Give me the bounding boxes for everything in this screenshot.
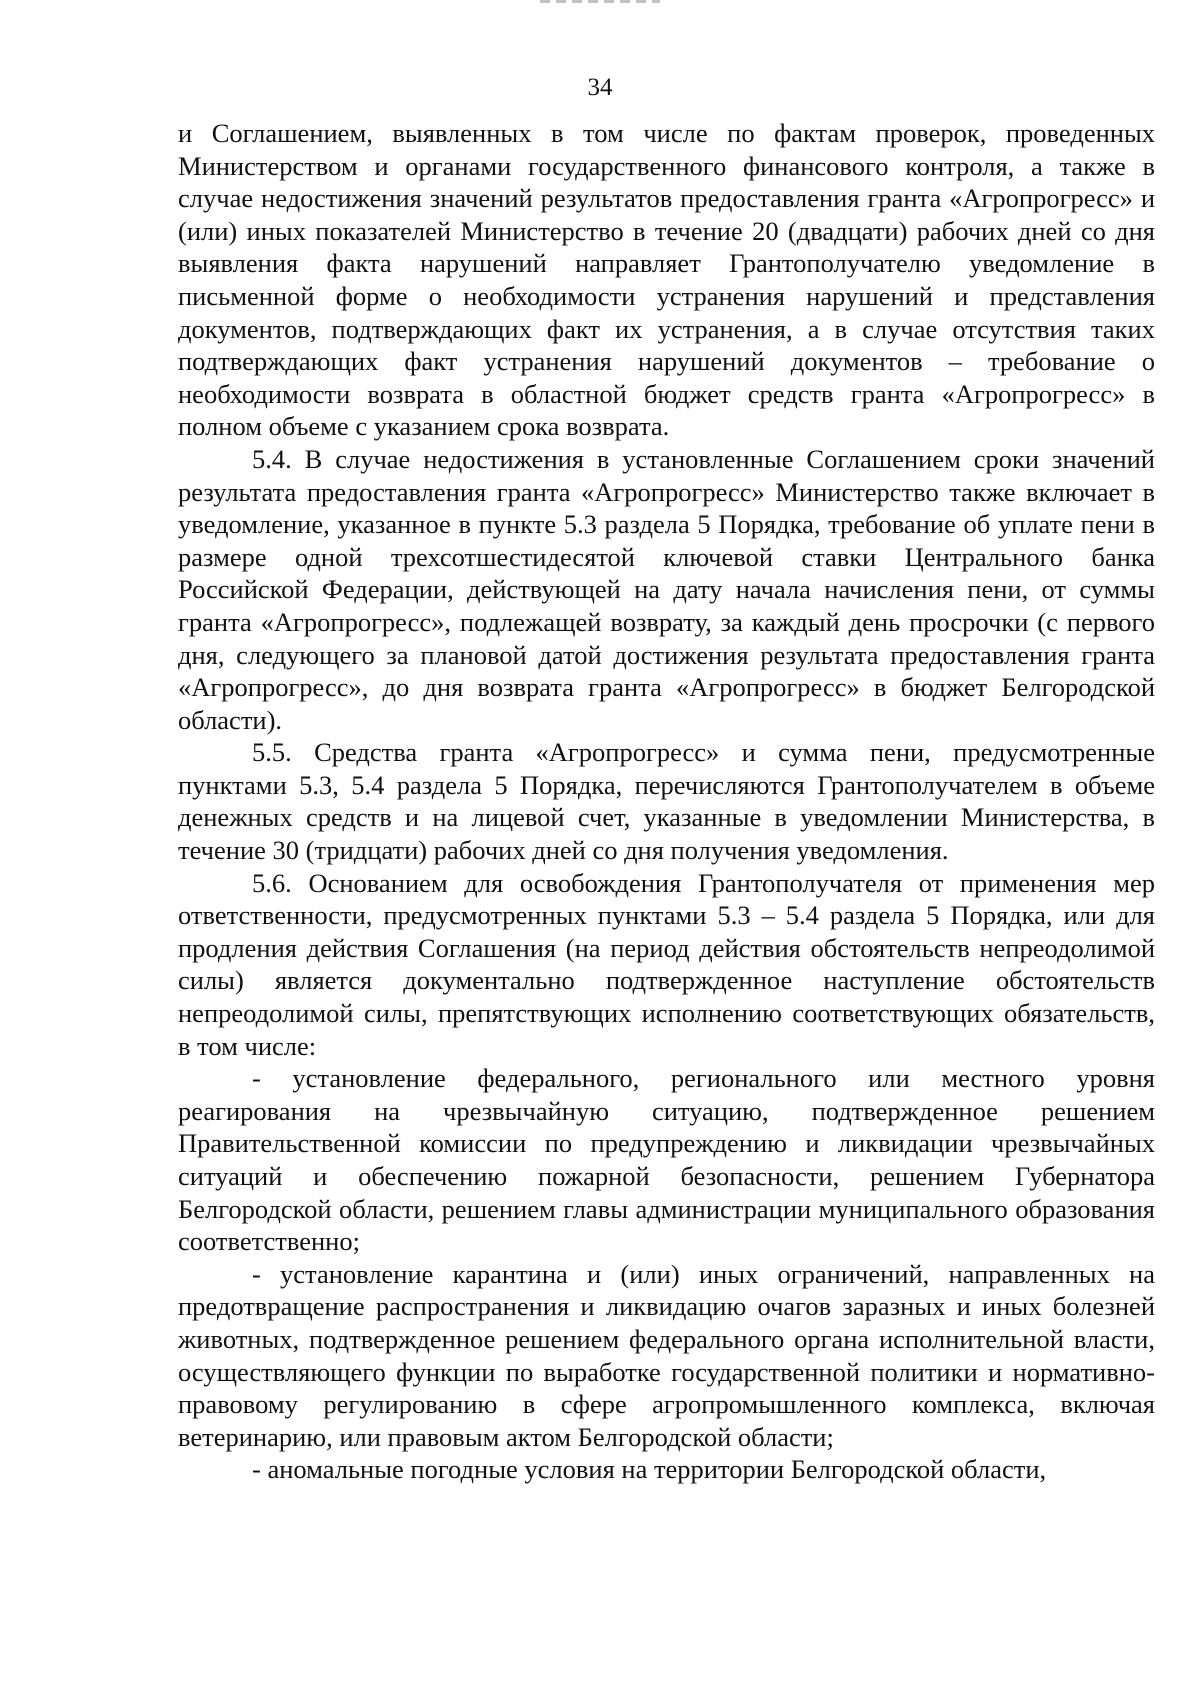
list-item-emergency-response: - установление федерального, регионального или местного уровня реагирования на чрезвычайную ситуацию, подтвержденное решением Правительственной комиссии по предупреждению и ликвидации чрезвычайных ситуаций и обеспечению пожарной безопасности, решением Губернатора Белгородской области, решением главы администрации муниципального образования соответственно;: [178, 1063, 1155, 1257]
scan-edge-mark: [540, 0, 660, 3]
list-item-quarantine: - установление карантина и (или) иных ограничений, направленных на предотвращение распространения и ликвидацию очагов заразных и иных болезней животных, подтвержденное решением федерального органа исполнительной власти, осуществляющего функции по выработке государственной политики и нормативно-правовому регулированию в сфере агропромышленного комплекса, включая ветеринарию, или правовым актом Белгородской области;: [178, 1258, 1155, 1452]
page-number: 34: [587, 74, 613, 101]
paragraph-5-4: 5.4. В случае недостижения в установленные Соглашением сроки значений результата предоставления гранта «Агропрогресс» Министерство также включает в уведомление, указанное в пункте 5.3 раздела 5 Порядка, требование об уплате пени в размере одной трехсотшестидесятой ключевой ставки Центрального банка Российской Федерации, действующей на дату начала начисления пени, от суммы гранта «Агропрогресс», подлежащей возврату, за каждый день просрочки (с первого дня, следующего за плановой датой достижения результата предоставления гранта «Агропрогресс», до дня возврата гранта «Агропрогресс» в бюджет Белгородской области).: [178, 443, 1155, 735]
paragraph-continuation: и Соглашением, выявленных в том числе по фактам проверок, проведенных Министерством и органами государственного финансового контроля, а также в случае недостижения значений результатов предоставления гранта «Агропрогресс» и (или) иных показателей Министерство в течение 20 (двадцати) рабочих дней со дня выявления факта нарушений направляет Грантополучателю уведомление в письменной форме о необходимости устранения нарушений и представления документов, подтверждающих факт их устранения, а в случае отсутствия таких подтверждающих факт устранения нарушений документов – требование о необходимости возврата в областной бюджет средств гранта «Агропрогресс» в полном объеме с указанием срока возврата.: [178, 118, 1155, 442]
paragraph-5-6: 5.6. Основанием для освобождения Грантополучателя от применения мер ответственности, предусмотренных пунктами 5.3 – 5.4 раздела 5 Порядка, или для продления действия Соглашения (на период действия обстоятельств непреодолимой силы) является документально подтвержденное наступление обстоятельств непреодолимой силы, препятствующих исполнению соответствующих обязательств, в том числе:: [178, 867, 1155, 1061]
paragraph-5-5: 5.5. Средства гранта «Агропрогресс» и сумма пени, предусмотренные пунктами 5.3, 5.4 раздела 5 Порядка, перечисляются Грантополучателем в объеме денежных средств и на лицевой счет, указанные в уведомлении Министерства, в течение 30 (тридцати) рабочих дней со дня получения уведомления.: [178, 737, 1155, 866]
document-body: [178, 117, 1155, 1486]
list-item-weather-conditions: - аномальные погодные условия на территории Белгородской области,: [252, 1454, 1047, 1485]
